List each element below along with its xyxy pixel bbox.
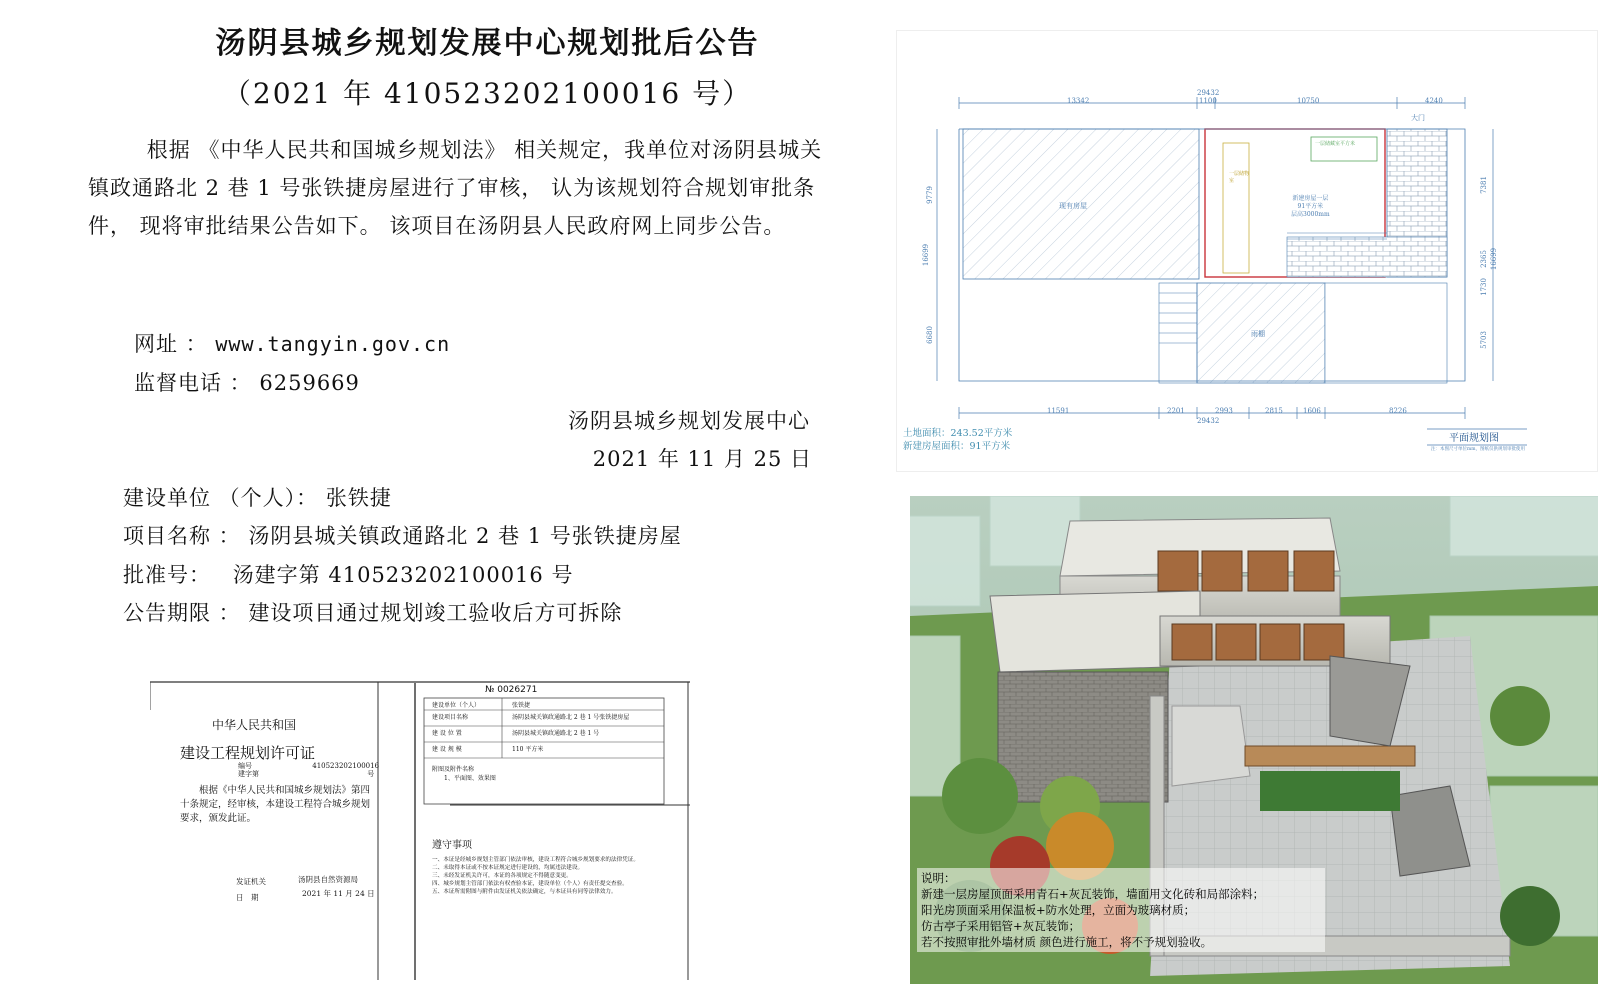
phone-number: 6259669	[259, 371, 360, 395]
builder-label: 建设单位 （个人）：	[123, 486, 319, 510]
plan-new-label: 新建房屋一层	[1292, 195, 1329, 202]
plan-dim: 1100	[1199, 97, 1217, 105]
plan-dim-bottom-total: 29432	[1197, 417, 1220, 425]
permit-code-block	[238, 762, 379, 778]
notice-body: 根据 《中华人民共和国城乡规划法》 相关规定，我单位对汤阴县城关镇政通路北 2 巷 1 号张铁捷房屋进行了审核， 认为该规划符合规划审批条件， 现将审批结果公告如下。 该项目在汤阴县人民政府网上同步公告。	[88, 138, 823, 238]
approval-row	[123, 559, 573, 589]
permit-row-key: 建设单位（个人）	[432, 702, 481, 709]
permit-rules	[432, 856, 650, 896]
period-value: 建设项目通过规划竣工验收后方可拆除	[248, 601, 623, 625]
render-notes	[917, 868, 1325, 952]
permit-title: 建设工程规划许可证	[180, 744, 316, 762]
permit-attach: 1、平面图、效果图	[444, 775, 496, 782]
permit-row	[432, 728, 662, 744]
permit-row-key: 建 设 位 置	[432, 730, 462, 737]
plan-dim: 16699	[922, 243, 931, 267]
render-note-title: 说明：	[921, 871, 956, 885]
plan-legend-note: 注：本图尺寸单位mm，图纸仅供规划审批使用	[1431, 447, 1526, 452]
architectural-rendering	[910, 496, 1598, 984]
permit-rule: 五、本证所需附图与附件由发证机关依法确定，与本证具有同等法律效力。	[432, 889, 617, 895]
permit-country: 中华人民共和国	[212, 718, 297, 732]
plan-area-info	[903, 427, 1012, 453]
plan-dim: 13342	[1067, 97, 1090, 105]
phone-label: 监督电话 ：	[134, 371, 252, 395]
plan-land-area: 土地面积：243.52平方米	[903, 428, 1013, 439]
render-note: 若不按照审批外墙材质 颜色进行施工，将不予规划验收。	[921, 935, 1213, 949]
permit-date-label: 日 期	[236, 893, 259, 902]
permit-row-key: 建设项目名称	[432, 714, 469, 721]
permit-rule: 三、未经发证机关许可，本证的各项规定不得随意变更。	[432, 873, 572, 879]
permit-date: 2021 年 11 月 24 日	[302, 889, 375, 898]
permit-code-prefix: 建字第	[238, 770, 259, 778]
permit-rule: 一、本证是经城乡规划主管部门依法审核，建设工程符合城乡规划要求的法律凭证。	[432, 857, 639, 863]
permit-issuer-label: 发证机关	[236, 877, 266, 886]
approval-label: 批准号：	[123, 563, 211, 587]
permit-row-value: 汤阴县城关镇政通路北 2 巷 1 号	[512, 730, 600, 737]
plan-dim-top-total: 29432	[1197, 89, 1220, 97]
website-row	[134, 328, 450, 358]
plan-storage: 一层储藏室平方米	[1315, 141, 1356, 147]
plan-dim: 7381	[1479, 176, 1488, 194]
render-note: 新建一层房屋顶面采用青石+灰瓦装饰，墙面用文化砖和局部涂料；	[921, 887, 1265, 901]
builder-value: 张铁捷	[325, 486, 392, 510]
permit-rule: 二、未取得本证或不按本证规定进行建设的，均属违法建设。	[432, 865, 584, 871]
permit-code-suffix: 号	[367, 770, 375, 778]
plan-dim: 8226	[1389, 407, 1407, 415]
plan-dim: 11591	[1047, 407, 1070, 415]
plan-dim: 2201	[1167, 407, 1185, 415]
permit-code-label: 编号	[238, 762, 252, 770]
phone-row	[134, 367, 360, 397]
plan-new-height: 层高3000mm	[1291, 211, 1330, 218]
permit-row-value: 汤阴县城关镇政通路北 2 巷 1 号张铁捷房屋	[512, 714, 630, 721]
plan-dim: 2993	[1215, 407, 1233, 415]
period-label: 公告期限 ：	[123, 601, 241, 625]
site-plan-drawing	[896, 30, 1598, 472]
plan-dim: 6680	[925, 326, 934, 344]
plan-dim: 1730	[1479, 278, 1488, 296]
plan-new-area: 91平方米	[1297, 203, 1324, 210]
plan-dim: 2815	[1265, 407, 1283, 415]
plan-dim: 5703	[1479, 331, 1488, 349]
permit-serial: № 0026271	[485, 685, 538, 695]
render-note: 仿古亭子采用铝管+灰瓦装饰；	[921, 919, 1081, 933]
issue-date: 2021 年 11 月 25 日	[592, 447, 812, 471]
permit-row	[432, 744, 662, 760]
plan-existing-label: 现有房屋	[1059, 202, 1087, 210]
plan-dim: 4240	[1425, 97, 1443, 105]
website-label: 网址 ：	[134, 332, 208, 356]
plan-dim: 9779	[925, 186, 934, 204]
permit-row	[432, 700, 662, 712]
permit-row-key: 建 设 规 模	[432, 746, 462, 753]
permit-text: 根据《中华人民共和国城乡规划法》第四十条规定，经审核，本建设工程符合城乡规划要求，颁发此证。	[180, 785, 371, 824]
permit-row-value: 张铁捷	[512, 702, 531, 709]
builder-row	[123, 482, 392, 512]
permit-code: 410523202100016	[312, 762, 380, 770]
permit-row	[432, 712, 662, 728]
plan-shed-label: 雨棚	[1251, 330, 1265, 338]
notice-title: 汤阴县城乡规划发展中心规划批后公告	[215, 26, 760, 61]
permit-attach-label: 附图及附件名称	[432, 766, 475, 773]
notice-number: （2021 年 410523202100016 号）	[222, 77, 753, 110]
period-row	[123, 597, 622, 627]
permit-table	[432, 700, 662, 782]
permit-row-value: 110 平方米	[512, 746, 544, 753]
plan-new-building	[1291, 195, 1330, 219]
plan-legend-title: 平面规划图	[1449, 433, 1499, 444]
permit-rule: 四、城乡规划主管部门依法有权查验本证，建设单位（个人）有责任提交查验。	[432, 881, 628, 887]
website-link[interactable]: www.tangyin.gov.cn	[215, 332, 451, 356]
project-value: 汤阴县城关镇政通路北 2 巷 1 号张铁捷房屋	[248, 524, 682, 548]
plan-dim: 10750	[1297, 97, 1320, 105]
plan-dim: 1606	[1303, 407, 1321, 415]
plan-small-room: 一层储物室	[1229, 171, 1250, 184]
render-note: 阳光房顶面采用保温板+防水处理，立面为玻璃材质；	[921, 903, 1196, 917]
project-row	[123, 520, 682, 550]
permit-issuer: 汤阴县自然资源局	[298, 875, 358, 884]
planning-permit-scan	[150, 680, 690, 980]
permit-rules-title: 遵守事项	[432, 840, 472, 851]
issuer: 汤阴县城乡规划发展中心	[568, 409, 810, 433]
approval-value: 汤建字第 410523202100016 号	[232, 563, 574, 587]
plan-dim: 16699	[1490, 247, 1499, 271]
plan-build-area: 新建房屋面积：91平方米	[903, 441, 1011, 452]
project-label: 项目名称 ：	[123, 524, 241, 548]
plan-dim: 2365	[1479, 250, 1488, 268]
plan-gate-label: 大门	[1411, 114, 1425, 122]
